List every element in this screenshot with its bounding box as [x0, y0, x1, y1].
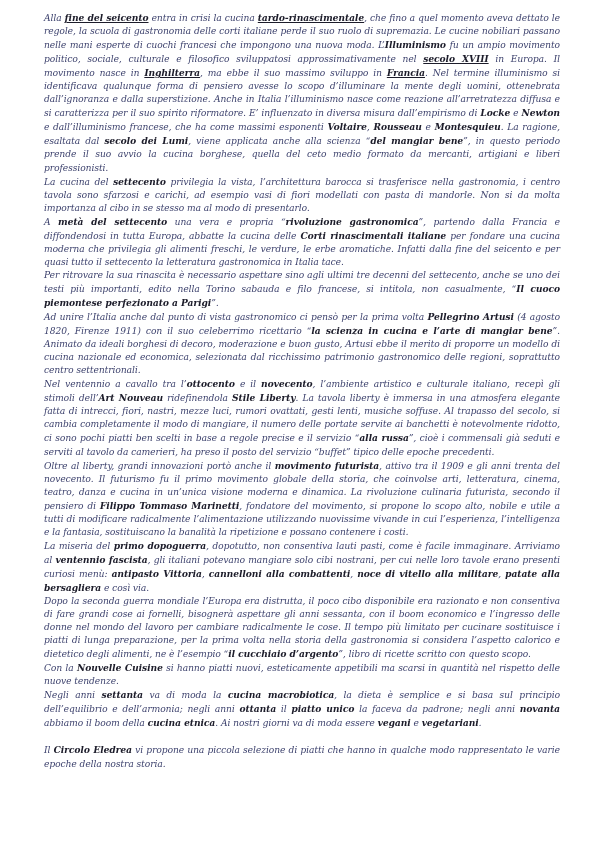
highlighted-term: Rousseau: [373, 122, 422, 134]
text-run: Nel ventennio a cavallo tra l’: [44, 380, 187, 391]
highlighted-term: Art Nouveau: [98, 393, 164, 405]
history-paragraph: [44, 378, 560, 459]
highlighted-term: Corti rinascimentali italiane: [300, 230, 447, 242]
text-run: . Ai nostri giorni va di moda essere: [215, 719, 378, 730]
text-run: e il: [234, 380, 262, 391]
text-run: abbiamo il boom della: [44, 719, 148, 730]
text-run: . Nel termine illuminismo si identificava qualunque forma di pensiero avesse lo scopo d’illuminare la mente degli uomini, ottenebrata dall’ignoranza e dalla superstizione. Anche in Italia l’illuminismo nasce come reazione all’arretratezza diffusa e si caratterizza per il suo spirito riformatore. E’ influenzato in diversa misura dall’empirismo di: [44, 69, 560, 120]
text-run: vi propone una piccola selezione di piatti che hanno in qualche modo rappresentato le varie epoche della nostra storia.: [44, 746, 560, 770]
text-run: privilegia la vista, l’architettura barocca si trasferisce nella gastronomia, i centro tavola sono sfarzosi e carichi, ad esempio vasi di fiori modellati con pasta di mandorle. Non si da molta importanza al cibo in se stesso ma al modo di presentarlo.: [44, 177, 561, 214]
text-run: per fondare una cucina moderna che privilegia gli alimenti freschi, le verdure, le erbe aromatiche. Infatti dalla fine del seicento e per quasi tutto il settecento la letteratura gastronomica in Italia tace.: [44, 231, 561, 268]
highlighted-term: alla russa: [359, 433, 409, 445]
highlighted-term: Illuminismo: [384, 40, 446, 52]
text-run: Dopo la seconda guerra mondiale l’Europa era distrutta, il poco cibo disponibile era razionato e non consentiva di fare grandi cose ai fornelli, bisognerà aspettare gli anni sessanta, con il boom economico e l’ingresso delle donne nel mondo del lavoro per cambiare radicalmente le cose. Il tempo più limitato per cucinare sostituisce i piatti di lunga preparazione, per la prima volta nella storia della gastronomia si considera l’aspetto calorico e dietetico degli alimenti, ne è l’esempio “: [44, 597, 560, 661]
highlighted-term: del mangiar bene: [370, 136, 464, 148]
text-run: la faceva da padrone; negli anni: [354, 705, 520, 716]
highlighted-term: secolo dei Lumi: [104, 136, 189, 148]
text-run: Il: [44, 746, 54, 757]
text-run: Per ritrovare la sua rinascita è necessario aspettare sino agli ultimi tre decenni del settecento, anche se uno dei testi più importanti, edito nella Torino sabauda e filo francese, si intitola, non casualmente, “: [44, 270, 560, 295]
history-paragraph: [44, 311, 560, 378]
text-run: , viene applicata anche alla scienza “: [188, 137, 371, 148]
highlighted-term: Newton: [521, 108, 560, 120]
highlighted-term: antipasto Vittoria: [111, 568, 202, 580]
highlighted-term: la scienza in cucina e l’arte di mangiar bene: [311, 326, 553, 338]
history-paragraph: [44, 689, 560, 731]
highlighted-term: cucina etnica: [147, 718, 216, 730]
text-run: La miseria del: [44, 541, 114, 552]
highlighted-term: settanta: [101, 690, 144, 702]
highlighted-term: Stile Liberty: [232, 393, 296, 405]
highlighted-term: Locke: [480, 108, 511, 120]
highlighted-term: secolo XVIII: [423, 54, 489, 66]
text-run: , la dieta è semplice e si basa sul principio dell’equilibrio e dell’armonia; negli anni: [44, 691, 560, 716]
text-run: . La tavola liberty è immersa in una atmosfera elegante fatta di intrecci, fiori, nastri, mezze luci, rumori ovattati, gesti lenti, musiche soffuse. Al trapasso del secolo, si cambia completamente il modo di mangiare, il numero delle portate servite ai banchetti è notevolmente ridotto, ci sono pochi piatti ben scelti in base a regole precise e il servizio “: [44, 394, 560, 445]
text-run: una vera e propria “: [167, 217, 286, 228]
text-run: va di moda la: [143, 691, 228, 702]
highlighted-term: novanta: [519, 704, 560, 716]
text-run: e così via.: [101, 583, 150, 594]
history-paragraph: [44, 12, 560, 176]
text-run: e: [410, 719, 422, 730]
highlighted-term: ottanta: [239, 704, 277, 716]
text-run: il: [276, 705, 292, 716]
text-run: Negli anni: [44, 691, 102, 702]
text-run: , gli italiani potevano mangiare solo cibi nostrani, per cui nelle loro tavole erano presenti curiosi menù:: [44, 555, 561, 580]
history-paragraph: [44, 662, 560, 689]
highlighted-term: Inghilterra: [144, 68, 200, 80]
text-run: fu un ampio movimento politico, sociale, culturale e filosofico sviluppatosi approssimativamente nel: [44, 41, 560, 66]
text-run: , ma ebbe il suo massimo sviluppo in: [199, 69, 387, 80]
text-run: ”.: [211, 298, 219, 309]
text-run: (4 agosto 1820, Firenze 1911) con il suo celeberrimo ricettario “: [44, 313, 560, 338]
highlighted-term: ottocento: [186, 379, 235, 391]
text-run: ”, libro di ricette scritto con questo scopo.: [338, 650, 531, 661]
text-run: ,: [350, 569, 358, 580]
history-paragraph: [44, 540, 560, 596]
text-run: La cucina del: [44, 177, 114, 188]
highlighted-term: Nouvelle Cuisine: [76, 663, 163, 675]
history-paragraph: [44, 270, 560, 311]
text-run: e: [421, 123, 435, 134]
text-run: ,: [366, 123, 374, 134]
highlighted-term: patate alla bersagliera: [44, 568, 561, 594]
highlighted-term: Francia: [386, 68, 425, 80]
text-run: .: [478, 719, 482, 730]
highlighted-term: primo dopoguerra: [113, 540, 207, 552]
text-run: A: [44, 217, 59, 228]
highlighted-term: movimento futurista: [274, 460, 380, 472]
highlighted-term: Filippo Tommaso Marinetti: [99, 500, 240, 512]
text-run: , attivo tra il 1909 e gli anni trenta del novecento. Il futurismo fu il primo movimento globale della storia, che coinvolse arti, letteratura, cinema, teatro, danza e cucina in un’unica visione moderna e dinamica. La rivoluzione culinaria futurista, secondo il pensiero di: [44, 461, 560, 512]
history-paragraph: [44, 596, 560, 662]
text-run: e: [510, 109, 522, 120]
highlighted-term: Montesquieu: [434, 122, 501, 134]
text-run: , fondatore del movimento, si propone lo scopo alto, nobile e utile a tutti di modificare radicalmente l’alimentazione utilizzando nuovissime vivande in cui l’esperienza, l’intelligenza e la fantasia, sostituiscano la banalità la ripetizione e possano contenere i costi.: [44, 501, 560, 538]
highlighted-term: piatto unico: [291, 704, 355, 716]
highlighted-term: vegani: [377, 718, 411, 730]
text-run: , dopotutto, non consentiva lauti pasti, come è facile immaginare. Arriviamo al: [44, 541, 560, 566]
highlighted-term: metà del settecento: [58, 216, 168, 228]
text-run: ”, in questo periodo prende il suo avvio la cucina borghese, quella del ceto medio formato da mercanti, artigiani e liberi professionisti.: [44, 137, 561, 174]
text-run: . La ragione, esaltata dal: [44, 123, 560, 148]
text-run: e dall’illuminismo francese, che ha come massimi esponenti: [44, 123, 328, 134]
text-run: Con la: [44, 664, 77, 675]
text-run: si hanno piatti nuovi, esteticamente appetibili ma scarsi in quantità nel rispetto delle nuove tendenze.: [44, 664, 560, 688]
highlighted-term: settecento: [113, 176, 166, 188]
text-run: ,: [201, 569, 209, 580]
text-run: Ad unire l’Italia anche dal punto di vista gastronomico ci pensò per la prima volta: [44, 313, 428, 324]
highlighted-term: Circolo Eledrea: [53, 745, 132, 757]
document-body: [44, 12, 560, 772]
history-paragraph: [44, 176, 560, 216]
history-paragraph: [44, 216, 560, 270]
highlighted-term: Pellegrino Artusi: [427, 312, 514, 324]
text-run: , l’ambiente artistico e culturale italiano, recepì gli stimoli dell’: [44, 380, 560, 405]
text-run: ,: [498, 569, 506, 580]
text-run: Alla: [44, 14, 65, 24]
text-run: , che fino a quel momento aveva dettato le regole, la scuola di gastronomia delle corti italiane perde il suo ruolo di supremazia. Le cucine nobiliari passano nelle mani esperte di cuochi francesi che impongono una nuova moda. L’: [44, 14, 560, 52]
text-run: ”, cioè i commensali già seduti e serviti al tavolo da camerieri, ha preso il posto del servizio “buffet” tipico delle epoche precedenti.: [44, 434, 560, 458]
highlighted-term: fine del seicento: [64, 13, 149, 24]
closing-paragraph: [44, 744, 560, 771]
history-paragraphs: [44, 12, 560, 731]
text-run: entra in crisi la cucina: [148, 14, 258, 24]
highlighted-term: cucina macrobiotica: [227, 690, 335, 702]
highlighted-term: ventennio fascista: [55, 554, 148, 566]
highlighted-term: cannelloni alla combattenti: [208, 568, 351, 580]
text-run: ridefinendola: [163, 394, 233, 405]
highlighted-term: rivoluzione gastronomica: [285, 216, 419, 228]
text-run: ”. Animato da ideali borghesi di decoro, moderazione e buon gusto, Artusi ebbe il merito di proporre un modello di cucina nazionale ed economica, selezionata dal ricchissimo patrimonio gastronomico delle regioni, soprattutto centro settentrionali.: [44, 327, 560, 377]
highlighted-term: novecento: [261, 379, 313, 391]
highlighted-term: il cucchiaio d’argento: [228, 649, 339, 661]
highlighted-term: noce di vitello alla militare: [357, 568, 499, 580]
paragraph-gap: [44, 731, 560, 744]
highlighted-term: tardo-rinascimentale: [257, 13, 365, 24]
highlighted-term: Voltaire: [327, 122, 367, 134]
highlighted-term: Il cuoco piemontese perfezionato a Parigi: [44, 283, 560, 309]
history-paragraph: [44, 460, 560, 540]
text-run: in Europa. Il movimento nasce in: [44, 55, 560, 80]
text-run: ”, partendo dalla Francia e diffondendosi in tutta Europa, abbatte la cucina delle: [44, 217, 560, 242]
text-run: Oltre al liberty, grandi innovazioni portò anche il: [44, 461, 275, 472]
highlighted-term: vegetariani: [421, 718, 479, 730]
